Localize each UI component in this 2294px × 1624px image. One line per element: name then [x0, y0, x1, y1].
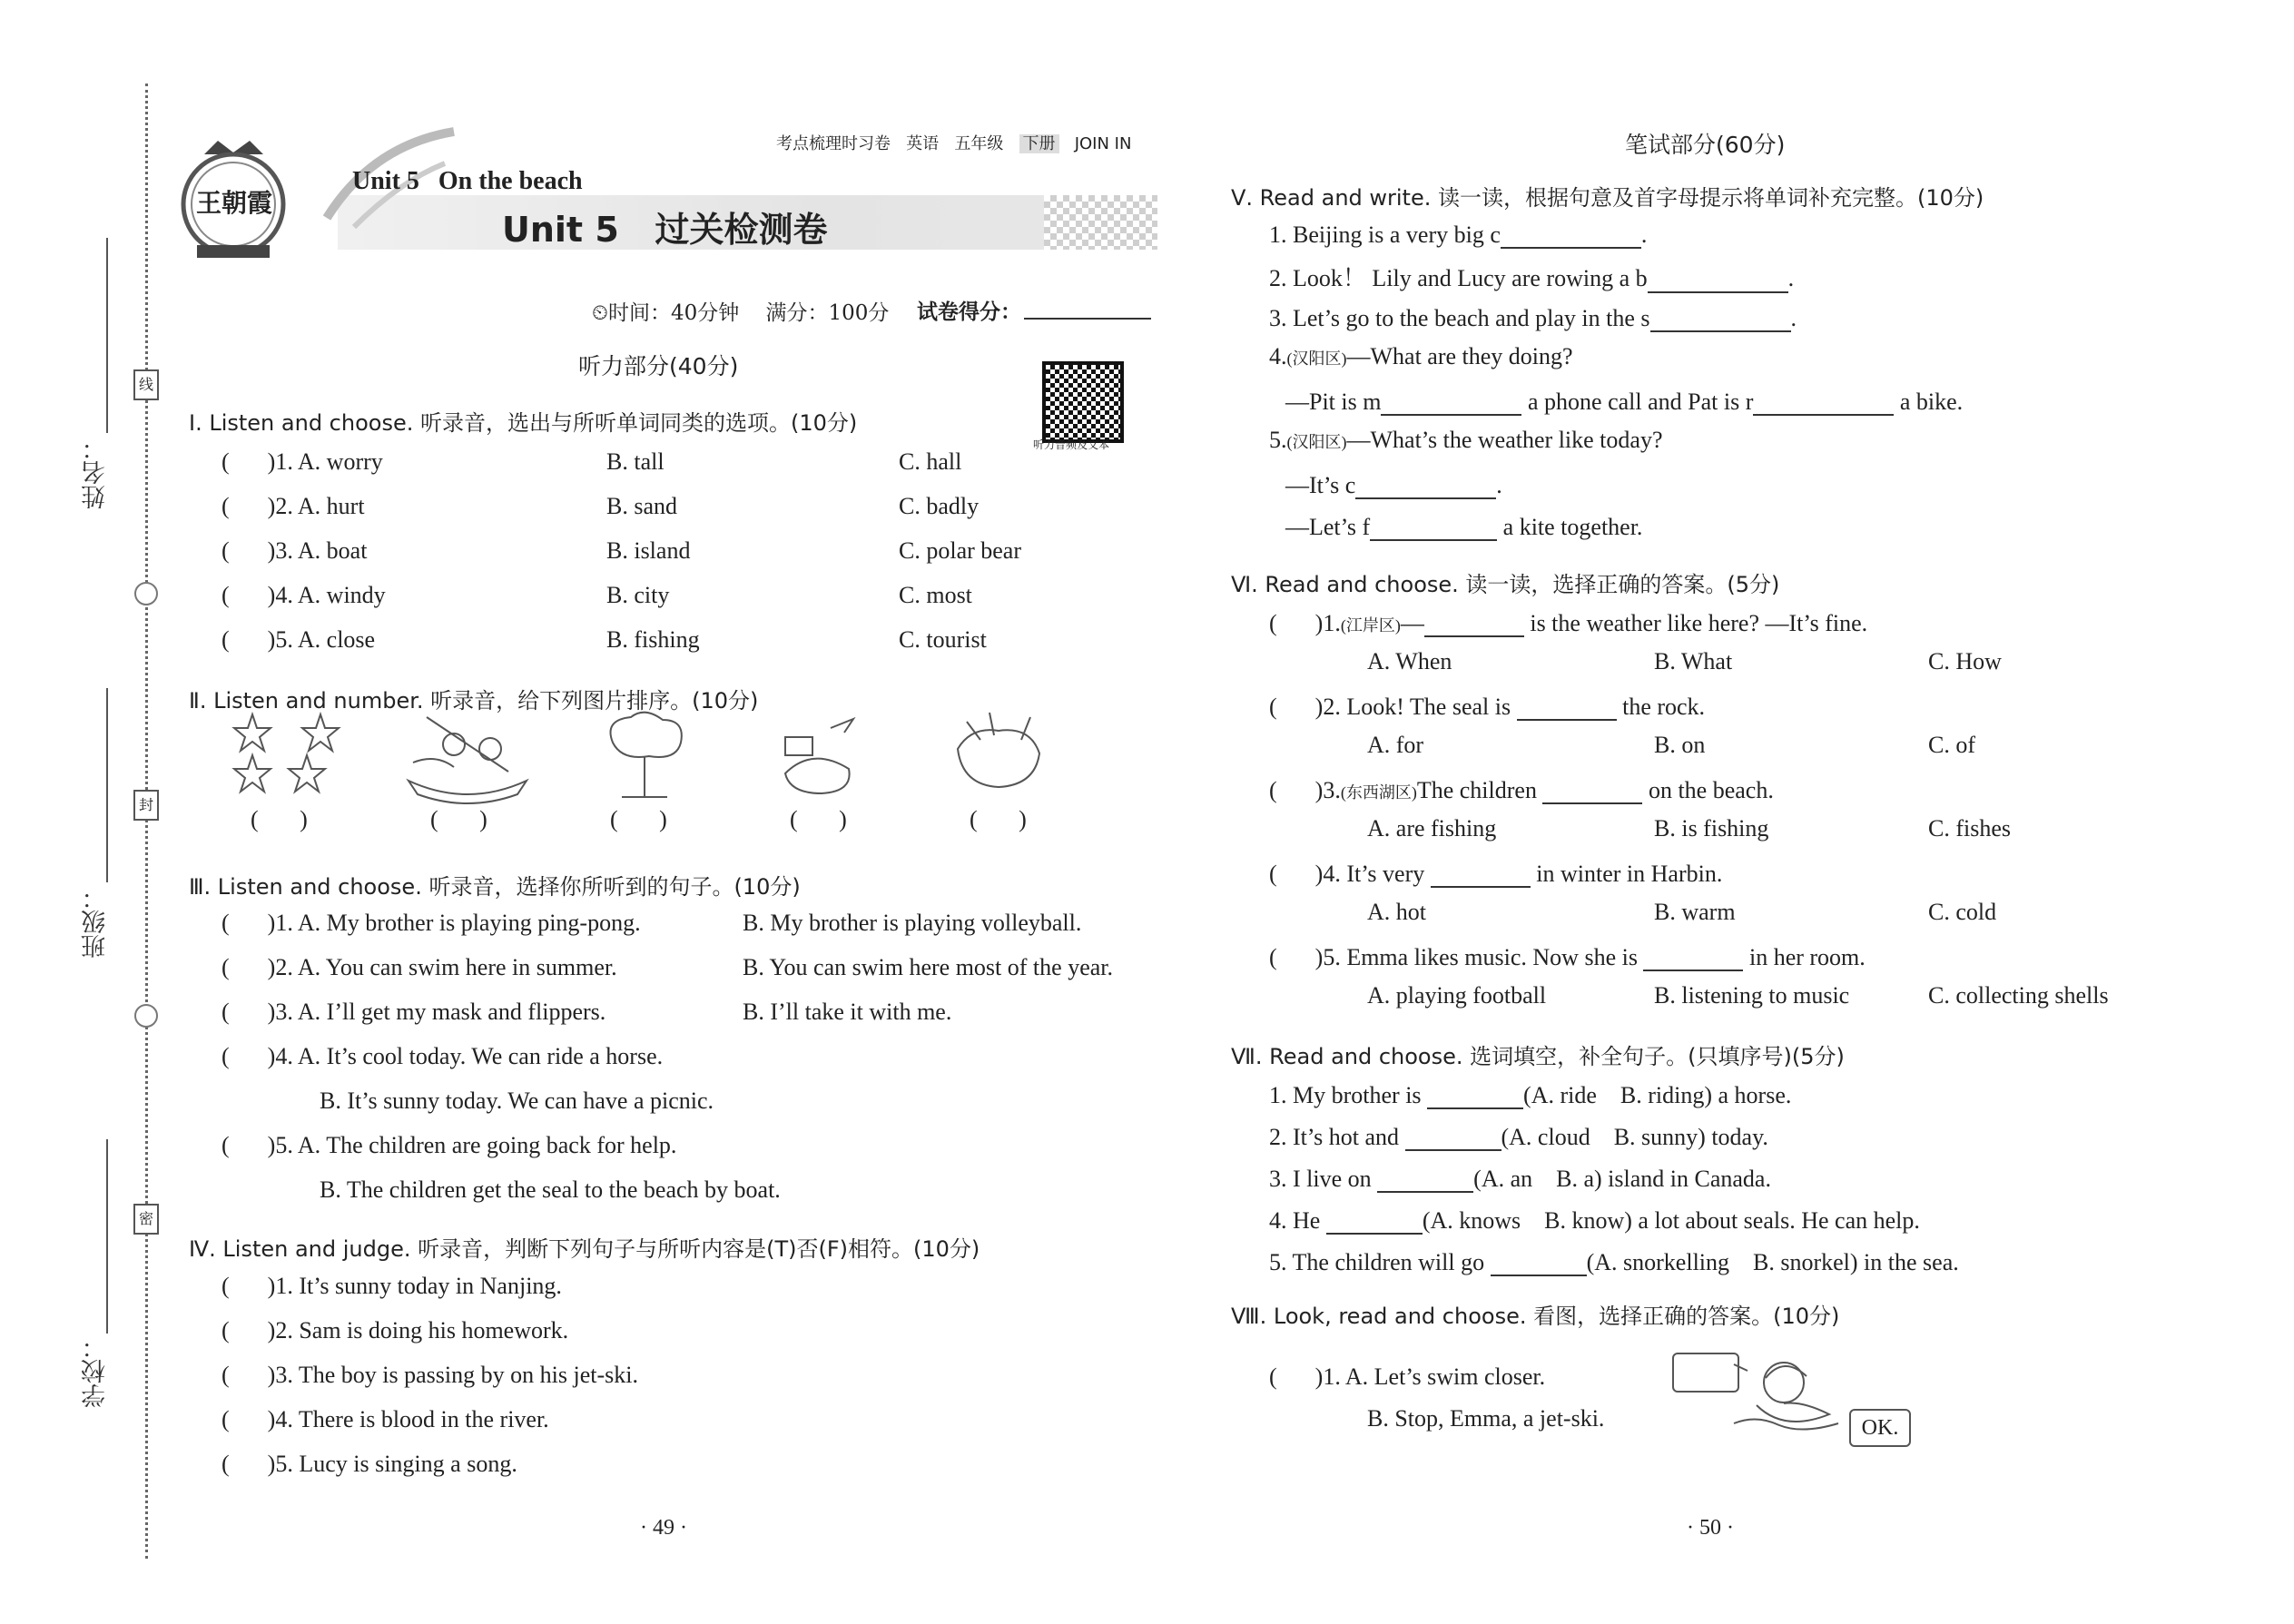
- answer-paren[interactable]: ( ): [430, 806, 487, 832]
- list-item: —It’s c .: [1285, 468, 1502, 499]
- tree-picture: [595, 706, 694, 806]
- answer-blank[interactable]: [1370, 510, 1497, 541]
- section-3-title: Ⅲ. Listen and choose. 听录音，选择你所听到的句子。(10分): [189, 874, 801, 900]
- list-item: 2. It’s hot and (A. cloud B. sunny) today.: [1269, 1120, 1768, 1151]
- option-b: B. warm: [1654, 899, 1736, 925]
- list-item: —Let’s f a kite together.: [1285, 510, 1642, 541]
- list-item: 5.(汉阳区)—What’s the weather like today?: [1269, 427, 1663, 453]
- listening-title: 听力部分(40分): [578, 353, 739, 379]
- option-b: B. city: [606, 582, 670, 608]
- list-item: ( )2. Look! The seal is the rock.: [1269, 690, 1705, 721]
- section-7-title: Ⅶ. Read and choose. 选词填空，补全句子。(只填序号)(5分): [1231, 1044, 1845, 1069]
- section-3-items: [222, 910, 1166, 1218]
- option-b: B. What: [1654, 648, 1733, 674]
- cut-mark-seal: 封: [133, 790, 159, 821]
- option-a: A. for: [1367, 732, 1424, 758]
- option-b: B. on: [1654, 732, 1706, 758]
- section-6-title: Ⅵ. Read and choose. 读一读，选择正确的答案。(5分): [1231, 572, 1780, 597]
- logo-text: 王朝霞: [195, 188, 272, 218]
- option-b: B. tall: [606, 448, 665, 475]
- option-c: C. of: [1928, 732, 1975, 758]
- class-field-line[interactable]: [106, 688, 108, 882]
- logo: [177, 136, 290, 263]
- list-item: ( )5. Lucy is singing a song.: [222, 1451, 517, 1477]
- series-edition: JOIN IN: [1074, 134, 1132, 153]
- section-5-items: [1269, 218, 2222, 554]
- list-item: ( )5. A. The children are going back for help.: [222, 1132, 677, 1158]
- list-item: ( )4. It’s very in winter in Harbin.: [1269, 857, 1722, 888]
- list-item: ( )4. There is blood in the river.: [222, 1406, 549, 1432]
- answer-paren[interactable]: ( ): [790, 806, 847, 832]
- answer-blank[interactable]: [1517, 690, 1617, 721]
- name-label: 姓名：: [82, 436, 110, 509]
- page-number-right: · 50 ·: [1687, 1516, 1734, 1540]
- option-c: C. polar bear: [899, 537, 1022, 564]
- list-item: 4. He (A. knows B. know) a lot about seals. He can help.: [1269, 1204, 1920, 1235]
- list-item: 1. Beijing is a very big c .: [1269, 218, 1647, 249]
- list-item: —Pit is m a phone call and Pat is r a bike.: [1285, 385, 1963, 416]
- writing-title: 笔试部分(60分): [1625, 132, 1786, 158]
- option-a: A. When: [1367, 648, 1452, 674]
- answer-blank[interactable]: [1377, 1162, 1473, 1193]
- list-item: ( )4. A. It’s cool today. We can ride a horse.: [222, 1043, 664, 1069]
- option-b: B. I’ll take it with me.: [743, 999, 952, 1025]
- section-6-items: [1269, 606, 2250, 1024]
- series-grade: 五年级: [954, 134, 1004, 153]
- list-item: 5. The children will go (A. snorkelling B. snorkel) in the sea.: [1269, 1245, 1959, 1276]
- answer-paren[interactable]: ( ): [970, 806, 1027, 832]
- option-c: C. collecting shells: [1928, 982, 2109, 1009]
- option-b: B. island: [606, 537, 691, 564]
- option-b: B. fishing: [606, 626, 700, 653]
- time-info: ⏲时间：40分钟 满分：100分: [592, 301, 890, 325]
- list-item: ( )1. A. My brother is playing ping-pong.: [222, 910, 641, 936]
- list-item: ( )3. A. I’ll get my mask and flippers.: [222, 999, 606, 1025]
- list-item: ( )3. A. boat: [222, 537, 368, 564]
- answer-paren[interactable]: ( ): [251, 806, 308, 832]
- list-item: ( )5. A. close: [222, 626, 376, 653]
- answer-blank[interactable]: [1326, 1204, 1423, 1235]
- school-label: 学校：: [82, 1334, 110, 1408]
- option-b: B. It’s sunny today. We can have a picnic.: [320, 1088, 714, 1114]
- option-c: C. fishes: [1928, 815, 2011, 842]
- list-item: 2. Look！ Lily and Lucy are rowing a b .: [1269, 260, 1794, 293]
- answer-blank[interactable]: [1643, 940, 1743, 971]
- option-c: C. tourist: [899, 626, 987, 653]
- list-item: ( )2. A. You can swim here in summer.: [222, 954, 617, 980]
- list-item: 3. Let’s go to the beach and play in the s .: [1269, 301, 1797, 332]
- answer-blank[interactable]: [1427, 1078, 1523, 1109]
- answer-blank[interactable]: [1542, 773, 1642, 804]
- list-item: ( )2. Sam is doing his homework.: [222, 1317, 569, 1343]
- unit-title: Unit 5 过关检测卷: [502, 210, 828, 250]
- list-item: ( )5. Emma likes music. Now she is in her room.: [1269, 940, 1866, 971]
- option-c: C. badly: [899, 493, 980, 519]
- list-item: 4.(汉阳区)—What are they doing?: [1269, 343, 1573, 369]
- answer-blank[interactable]: [1405, 1120, 1501, 1151]
- list-item: ( )3.(东西湖区)The children on the beach.: [1269, 773, 1774, 804]
- list-item: ( )1. A. worry: [222, 448, 383, 475]
- section-8-items: [1269, 1363, 1723, 1454]
- answer-paren[interactable]: ( ): [610, 806, 667, 832]
- series-term: 下册: [1019, 134, 1059, 153]
- section-5-title: Ⅴ. Read and write. 读一读，根据句意及首字母提示将单词补充完整。(10分): [1231, 185, 1984, 211]
- option-a: A. are fishing: [1367, 815, 1497, 842]
- section-1-items: [222, 448, 1129, 666]
- answer-blank[interactable]: [1753, 385, 1894, 416]
- cut-mark-line: 线: [133, 369, 159, 400]
- option-b: B. is fishing: [1654, 815, 1769, 842]
- cut-circle-icon: [134, 582, 158, 605]
- option-c: C. hall: [899, 448, 962, 475]
- cut-mark-secret: 密: [133, 1204, 159, 1235]
- option-b: B. sand: [606, 493, 677, 519]
- option-b: B. listening to music: [1654, 982, 1850, 1009]
- list-item: 1. My brother is (A. ride B. riding) a horse.: [1269, 1078, 1791, 1109]
- section-2-title: Ⅱ. Listen and number. 听录音，给下列图片排序。(10分): [189, 688, 759, 714]
- boat-children-picture: [399, 708, 536, 808]
- answer-blank[interactable]: [1424, 606, 1524, 637]
- list-item: ( )1. A. Let’s swim closer.: [1269, 1363, 1546, 1390]
- qr-code-icon[interactable]: [1042, 361, 1124, 443]
- option-c: C. most: [899, 582, 972, 608]
- series-book: 考点梳理时习卷: [776, 134, 891, 153]
- banner-checker-pattern: [1044, 195, 1157, 250]
- class-label: 班级：: [82, 885, 110, 959]
- score-field[interactable]: [1024, 318, 1151, 320]
- bird-rock-picture: [776, 710, 867, 801]
- answer-blank[interactable]: [1501, 218, 1641, 249]
- answer-blank[interactable]: [1491, 1245, 1587, 1276]
- option-a: A. hot: [1367, 899, 1426, 925]
- score-label: 试卷得分：: [917, 300, 1021, 324]
- cut-circle-icon: [134, 1004, 158, 1028]
- ok-speech-bubble: OK.: [1849, 1409, 1911, 1447]
- section-7-items: [1269, 1078, 2250, 1296]
- list-item: 3. I live on (A. an B. a) island in Canada.: [1269, 1162, 1771, 1193]
- option-b: B. The children get the seal to the beach by boat.: [320, 1176, 781, 1203]
- polar-bear-picture: [944, 704, 1053, 803]
- answer-blank[interactable]: [1648, 262, 1788, 293]
- binding-dotted-line: [145, 84, 148, 1559]
- list-item: ( )3. The boy is passing by on his jet-ski.: [222, 1362, 638, 1388]
- option-a: A. playing football: [1367, 982, 1547, 1009]
- school-field-line[interactable]: [106, 1139, 108, 1334]
- option-b: B. Stop, Emma, a jet-ski.: [1367, 1405, 1605, 1432]
- unit-subtitle: Unit 5 On the beach: [352, 167, 583, 195]
- page-number-left: · 49 ·: [640, 1516, 687, 1540]
- list-item: ( )1. It’s sunny today in Nanjing.: [222, 1273, 562, 1299]
- qr-caption: 听力音频及文本: [1033, 438, 1110, 451]
- series-subject: 英语: [906, 134, 940, 153]
- option-b: B. You can swim here most of the year.: [743, 954, 1114, 980]
- list-item: ( )4. A. windy: [222, 582, 386, 608]
- answer-blank[interactable]: [1355, 468, 1496, 499]
- list-item: ( )1.(江岸区)— is the weather like here? —It’s fine.: [1269, 606, 1867, 637]
- name-field-line[interactable]: [106, 238, 108, 433]
- section-8-title: Ⅷ. Look, read and choose. 看图，选择正确的答案。(10分): [1231, 1304, 1840, 1329]
- option-c: C. How: [1928, 648, 2002, 674]
- section-4-items: [222, 1273, 1039, 1500]
- answer-blank[interactable]: [1431, 857, 1531, 888]
- answer-blank[interactable]: [1650, 301, 1791, 332]
- section-4-title: Ⅳ. Listen and judge. 听录音，判断下列句子与所听内容是(T)否(F)相符。(10分): [189, 1236, 980, 1262]
- section-1-title: Ⅰ. Listen and choose. 听录音，选出与所听单词同类的选项。(10分): [189, 410, 858, 436]
- answer-blank[interactable]: [1381, 385, 1521, 416]
- girl-swimming-picture: [1729, 1351, 1847, 1434]
- series-line: [776, 131, 1131, 154]
- option-c: C. cold: [1928, 899, 1997, 925]
- option-b: B. My brother is playing volleyball.: [743, 910, 1082, 936]
- starfish-picture: [225, 710, 352, 801]
- list-item: ( )2. A. hurt: [222, 493, 365, 519]
